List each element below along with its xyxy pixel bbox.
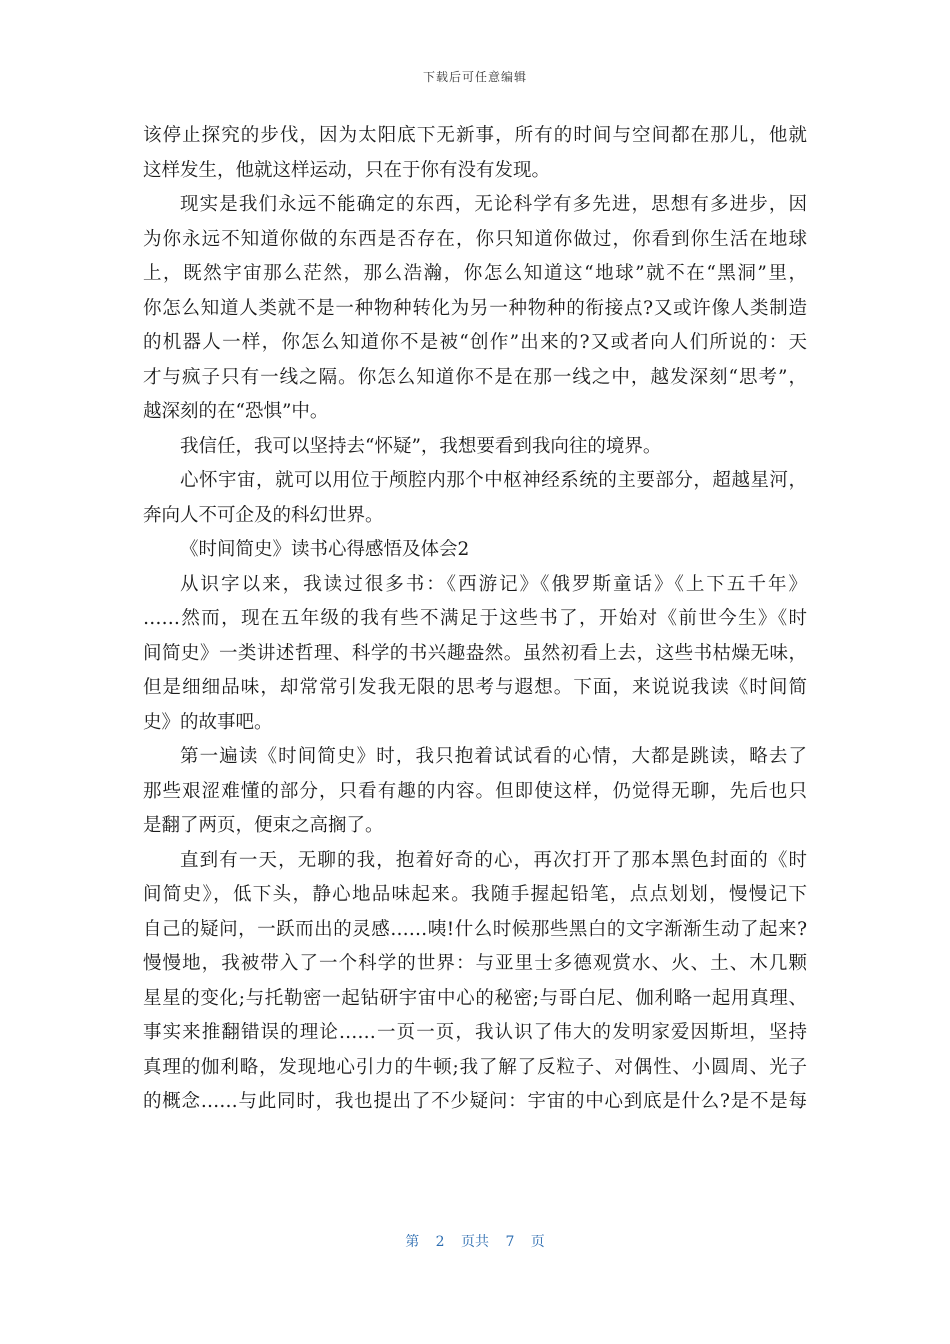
text-line: 这样发生，他就这样运动，只在于你有没有发现。 <box>143 159 551 181</box>
text-line: 星星的变化;与托勒密一起钻研宇宙中心的秘密;与哥白尼、伽利略一起用真理、 <box>143 987 807 1009</box>
text-line: 上，既然宇宙那么茫然，那么浩瀚，你怎么知道这“地球”就不在“黑洞”里， <box>143 263 807 284</box>
text-line: 从识字以来，我读过很多书：《西游记》《俄罗斯童话》《上下五千年》 <box>180 573 807 595</box>
text-line: 你怎么知道人类就不是一种物种转化为另一种物种的衔接点?又或许像人类制造 <box>143 297 807 319</box>
text-line: 第一遍读《时间简史》时，我只抱着试试看的心情，大都是跳读，略去了 <box>180 746 807 767</box>
text-line: 真理的伽利略，发现地心引力的牛顿;我了解了反粒子、对偶性、小圆周、光子 <box>143 1056 807 1078</box>
text-line: 越深刻的在“恐惧”中。 <box>143 401 329 422</box>
text-line: 是翻了两页，便束之高搁了。 <box>143 815 384 836</box>
text-line: 为你永远不知道你做的东西是否存在，你只知道你做过，你看到你生活在地球 <box>143 228 807 250</box>
text-line: 间简史》一类讲述哲理、科学的书兴趣盎然。虽然初看上去，这些书枯燥无味， <box>143 642 807 664</box>
text-line: 但是细细品味，却常常引发我无限的思考与遐想。下面，来说说我读《时间简 <box>143 677 807 698</box>
text-line: 的概念……与此同时，我也提出了不少疑问：宇宙的中心到底是什么?是不是每 <box>143 1091 807 1112</box>
text-line: 的机器人一样，你怎么知道你不是被“创作”出来的?又或者向人们所说的：天 <box>143 332 807 353</box>
text-line: 慢慢地，我被带入了一个科学的世界：与亚里士多德观赏水、火、土、木几颗 <box>143 953 807 974</box>
text-line: 我信任，我可以坚持去“怀疑”，我想要看到我向往的境界。 <box>180 435 662 457</box>
text-line: 间简史》，低下头，静心地品味起来。我随手握起铅笔，点点划划，慢慢记下 <box>143 884 807 905</box>
text-line: 心怀宇宙，就可以用位于颅腔内那个中枢神经系统的主要部分，超越星河， <box>180 470 807 491</box>
document-body <box>143 119 807 1120</box>
text-line: 《时间简史》读书心得感悟及体会2 <box>180 539 470 560</box>
text-line: 奔向人不可企及的科幻世界。 <box>143 504 384 526</box>
text-line: 事实来推翻错误的理论……一页一页，我认识了伟大的发明家爱因斯坦，坚持 <box>143 1022 807 1043</box>
text-line: 直到有一天，无聊的我，抱着好奇的心，再次打开了那本黑色封面的《时 <box>180 849 807 871</box>
page-footer: 第 2 页共 7 页 <box>405 1234 545 1250</box>
text-line: 史》的故事吧。 <box>143 711 273 733</box>
text-line: 自己的疑问，一跃而出的灵感……咦!什么时候那些黑白的文字渐渐生动了起来? <box>143 918 807 940</box>
text-line: ……然而，现在五年级的我有些不满足于这些书了，开始对《前世今生》《时 <box>143 608 807 629</box>
text-line: 才与疯子只有一线之隔。你怎么知道你不是在那一线之中，越发深刻“思考”， <box>143 366 807 388</box>
page-header: 下载后可任意编辑 <box>422 70 527 84</box>
text-line: 该停止探究的步伐，因为太阳底下无新事，所有的时间与空间都在那儿，他就 <box>143 125 807 146</box>
text-line: 现实是我们永远不能确定的东西，无论科学有多先进，思想有多进步，因 <box>180 194 807 215</box>
text-line: 那些艰涩难懂的部分，只看有趣的内容。但即使这样，仍觉得无聊，先后也只 <box>143 780 807 802</box>
